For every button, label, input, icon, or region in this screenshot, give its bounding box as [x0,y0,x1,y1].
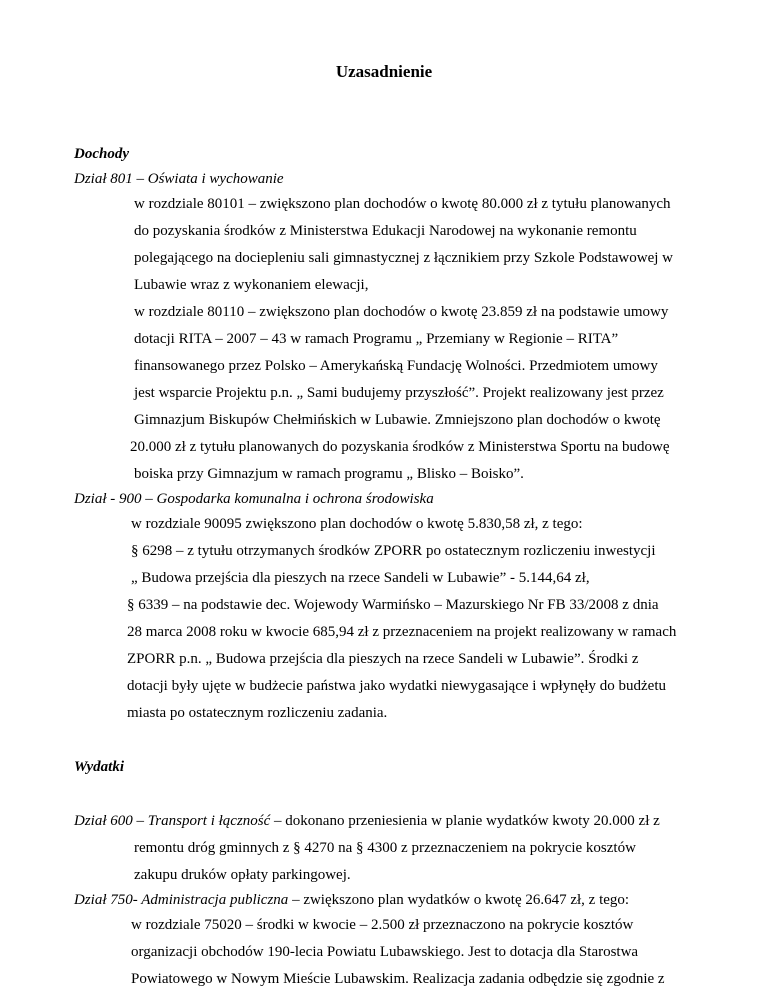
dzial-900-label: Dział - 900 – Gospodarka komunalna i ochrona środowiska [74,491,434,507]
dzial-750-text: – zwiększono plan wydatków o kwotę 26.647 zł, z tego: [288,892,630,908]
paragraph-line: w rozdziale 75020 – środki w kwocie – 2.500 zł przeznaczono na pokrycie kosztów [131,917,634,933]
dzial-750-label: Dział 750- Administracja publiczna [74,892,289,908]
dzial-801-label: Dział 801 – Oświata i wychowanie [74,171,284,187]
paragraph-line: Lubawie wraz z wykonaniem elewacji, [134,277,369,293]
section-heading-dochody: Dochody [74,146,129,162]
paragraph-line: boiska przy Gimnazjum w ramach programu „ Blisko – Boisko”. [134,466,524,482]
dzial-750-first-line [74,891,629,909]
paragraph-line: finansowanego przez Polsko – Amerykańską Fundację Wolności. Przedmiotem umowy [134,358,658,374]
paragraph-line: § 6339 – na podstawie dec. Wojewody Warmińsko – Mazurskiego Nr FB 33/2008 z dnia [127,597,659,613]
paragraph-line: § 6298 – z tytułu otrzymanych środków ZPORR po ostatecznym rozliczeniu inwestycji [131,543,656,559]
paragraph-line: Powiatowego w Nowym Mieście Lubawskim. Realizacja zadania odbędzie się zgodnie z [131,971,665,987]
paragraph-line: do pozyskania środków z Ministerstwa Edukacji Narodowej na wykonanie remontu [134,223,637,239]
paragraph-line: miasta po ostatecznym rozliczeniu zadania. [127,705,388,721]
dzial-600-label: Dział 600 – Transport i łączność [74,813,271,829]
paragraph-line: 20.000 zł z tytułu planowanych do pozyskania środków z Ministerstwa Sportu na budowę [130,439,670,455]
paragraph-line: w rozdziale 80101 – zwiększono plan dochodów o kwotę 80.000 zł z tytułu planowanych [134,196,671,212]
paragraph-line: w rozdziale 90095 zwiększono plan dochodów o kwotę 5.830,58 zł, z tego: [131,516,583,532]
paragraph-line: zakupu druków opłaty parkingowej. [134,867,351,883]
dzial-600-text: – dokonano przeniesienia w planie wydatków kwoty 20.000 zł z [270,813,660,829]
page-title: Uzasadnienie [335,62,433,81]
section-heading-wydatki: Wydatki [74,759,125,775]
paragraph-line: „ Budowa przejścia dla pieszych na rzece Sandeli w Lubawie” - 5.144,64 zł, [131,570,590,586]
paragraph-line: Gimnazjum Biskupów Chełmińskich w Lubawie. Zmniejszono plan dochodów o kwotę [134,412,661,428]
dzial-600-first-line [74,812,660,830]
paragraph-line: w rozdziale 80110 – zwiększono plan dochodów o kwotę 23.859 zł na podstawie umowy [134,304,669,320]
paragraph-line: organizacji obchodów 190-lecia Powiatu Lubawskiego. Jest to dotacja dla Starostwa [131,944,639,960]
paragraph-line: dotacji były ujęte w budżecie państwa jako wydatki niewygasające i wpłynęły do budżetu [127,678,666,694]
paragraph-line: remontu dróg gminnych z § 4270 na § 4300 z przeznaczeniem na pokrycie kosztów [134,840,636,856]
paragraph-line: dotacji RITA – 2007 – 43 w ramach Programu „ Przemiany w Regionie – RITA” [134,331,619,347]
paragraph-line: 28 marca 2008 roku w kwocie 685,94 zł z przeznaceniem na projekt realizowany w ramach [127,624,677,640]
paragraph-line: jest wsparcie Projektu p.n. „ Sami budujemy przyszłość”. Projekt realizowany jest przez [134,385,664,401]
paragraph-line: polegającego na dociepleniu sali gimnastycznej z łącznikiem przy Szkole Podstawowej w [134,250,673,266]
paragraph-line: ZPORR p.n. „ Budowa przejścia dla pieszych na rzece Sandeli w Lubawie”. Środki z [127,651,639,667]
